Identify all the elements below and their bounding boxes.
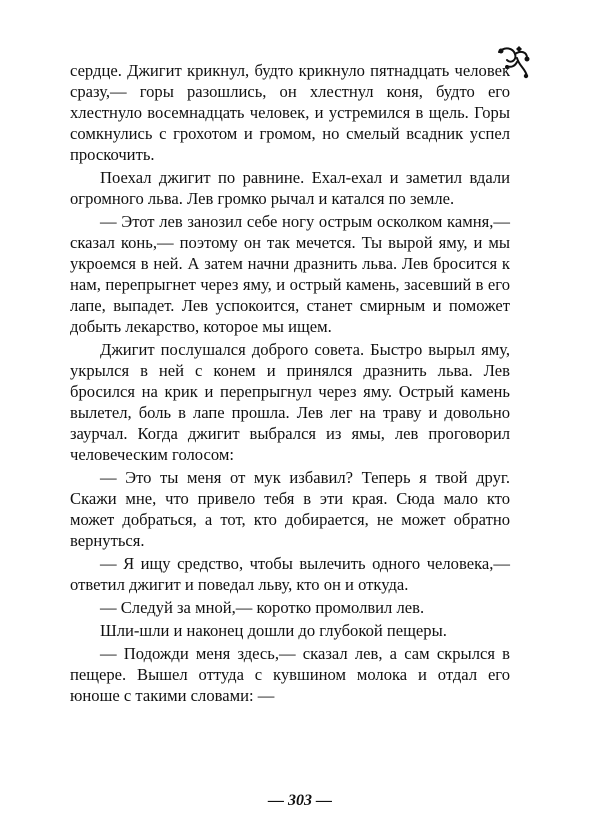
paragraph-4: Джигит послушался доброго совета. Быстро вырыл яму, укрылся в ней с конем и принялся дразнить льва. Лев бросился на крик и перепрыгнул через яму. Острый камень вылетел, боль в лапе прошла. Лев лег на траву и довольно заурчал. Когда джигит выбрался из ямы, лев проговорил человеческим голосом:	[70, 340, 510, 464]
page-number: — 303 —	[268, 792, 332, 809]
paragraph-2: Поехал джигит по равнине. Ехал-ехал и заметил вдали огромного льва. Лев громко рычал и катался по земле.	[70, 168, 510, 208]
paragraph-8: Шли-шли и наконец дошли до глубокой пещеры.	[100, 621, 447, 640]
paragraph-6: — Я ищу средство, чтобы вылечить одного человека,— ответил джигит и поведал льву, кто он и откуда.	[70, 554, 510, 594]
page-body	[70, 60, 510, 706]
paragraph-7: — Следуй за мной,— коротко промолвил лев.	[100, 598, 425, 617]
paragraph-3: — Этот лев занозил себе ногу острым осколком камня,— сказал конь,— поэтому он так мечется. Ты вырой яму, и мы укроемся в ней. А затем начни дразнить льва. Лев бросится к нам, перепрыгнет через яму, и острый камень, засевший в его лапе, выпадет. Лев успокоится, станет смирным и поможет добыть лекарство, которое мы ищем.	[70, 212, 510, 336]
paragraph-5: — Это ты меня от мук избавил? Теперь я твой друг. Скажи мне, что привело тебя в эти края. Сюда мало кто может добраться, а тот, кто добирается, не может обратно вернуться.	[70, 468, 510, 550]
paragraph-1: сердце. Джигит крикнул, будто крикнуло пятнадцать человек сразу,— горы разошлись, он хлестнул коня, будто его хлестнуло восемнадцать человек, и устремился в щель. Горы сомкнулись с грохотом и громом, но смелый всадник успел проскочить.	[70, 61, 510, 164]
paragraph-9: — Подожди меня здесь,— сказал лев, а сам скрылся в пещере. Вышел оттуда с кувшином молока и отдал его юноше с такими словами: —	[70, 644, 510, 705]
